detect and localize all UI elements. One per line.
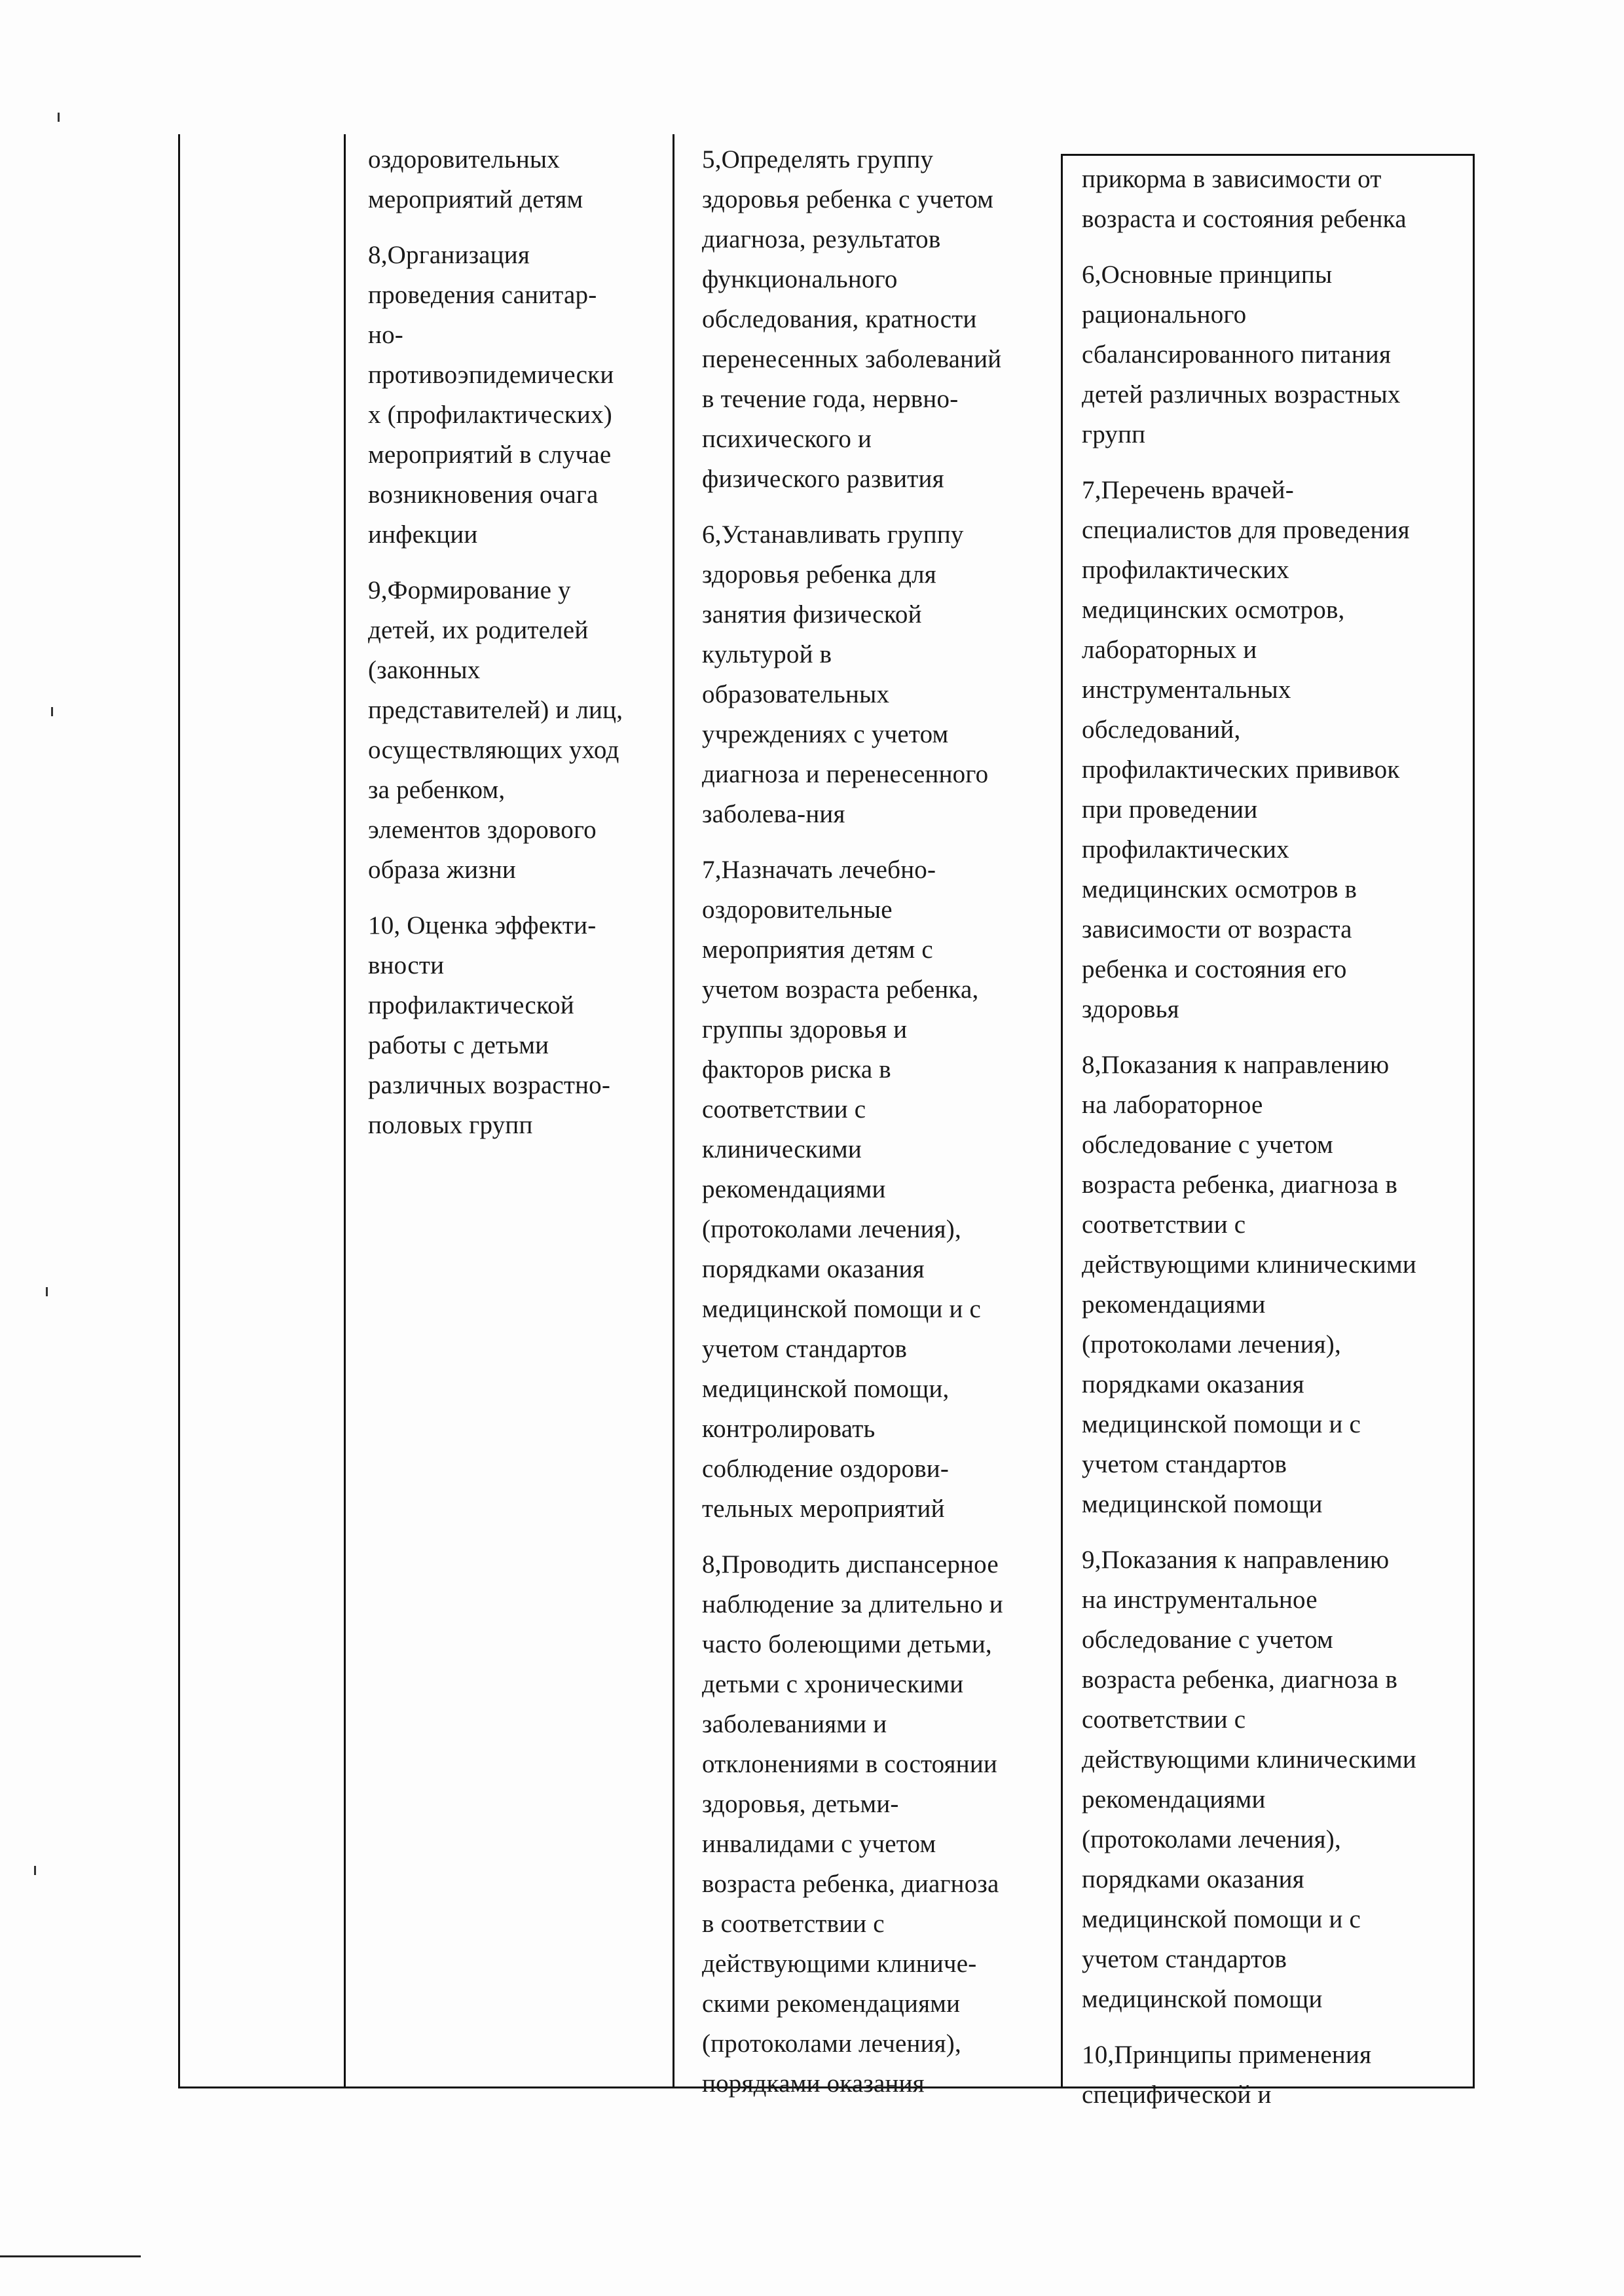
scan-mark xyxy=(51,707,53,716)
column-divider xyxy=(673,134,674,2088)
cell-text: 7,Перечень врачей- специалистов для проведения профилактических медицинских осмотров, лабораторных и инструментальных обследований, профилактических прививок при проведении профилактических медицинских осмотров в зависимости от возраста ребенка и состояния его здоровья xyxy=(1082,476,1410,1023)
column-skills xyxy=(702,139,1059,2119)
cell-text: 10,Принципы применения специфической и xyxy=(1082,2041,1372,2109)
scan-mark xyxy=(34,1866,36,1875)
column-divider xyxy=(344,134,346,2088)
cell-text: 8,Показания к направлению на лабораторное обследование с учетом возраста ребенка, диагноза в соответствии с действующими клиническими рекомендациями (протоколами лечения), порядками оказания медицинской помощи и с учетом стандартов медицинской помощи xyxy=(1082,1051,1416,1518)
cell-text: 8,Проводить диспансерное наблюдение за длительно и часто болеющими детьми, детьми с хроническими заболеваниями и отклонениями в состоянии здоровья, детьми- инвалидами с учетом возраста ребенка, диагноза в соответствии с действующими клиниче- скими рекомендациями (протоколами лечения), порядками оказания xyxy=(702,1550,1003,2098)
scan-mark xyxy=(46,1287,48,1296)
table-border-top xyxy=(1061,154,1475,156)
scan-mark xyxy=(58,113,60,122)
cell-text: 7,Назначать лечебно- оздоровительные мероприятия детям с учетом возраста ребенка, группы здоровья и факторов риска в соответствии с клиническими рекомендациями (протоколами лечения), порядками оказания медицинской помощи и с учетом стандартов медицинской помощи, контролировать соблюдение оздорови- тельных мероприятий xyxy=(702,856,981,1523)
cell-text: 9,Показания к направлению на инструментальное обследование с учетом возраста ребенка, диагноза в соответствии с действующими клиническими рекомендациями (протоколами лечения), порядками оказания медицинской помощи и с учетом стандартов медицинской помощи xyxy=(1082,1546,1416,2013)
column-learning-outcomes xyxy=(368,139,669,1161)
cell-text: оздоровительных мероприятий детям xyxy=(368,145,583,213)
cell-text: 8,Организация проведения санитар- но- противоэпидемически х (профилактических) мероприятий в случае возникновения очага инфекции xyxy=(368,241,614,549)
cell-text: 9,Формирование у детей, их родителей (законных представителей) и лиц, осуществляющих уход за ребенком, элементов здорового образа жизни xyxy=(368,576,623,884)
column-knowledge xyxy=(1082,159,1471,2130)
table-border-right xyxy=(1473,154,1475,2088)
cell-text: 6,Основные принципы рационального сбалансированного питания детей различных возрастных групп xyxy=(1082,261,1401,448)
bottom-rule xyxy=(0,2255,141,2257)
table-border-left xyxy=(178,134,180,2088)
cell-text: 5,Определять группу здоровья ребенка с учетом диагноза, результатов функционального обследования, кратности перенесенных заболеваний в течение года, нервно- психического и физического развития xyxy=(702,145,1002,493)
cell-text: прикорма в зависимости от возраста и состояния ребенка xyxy=(1082,165,1407,233)
cell-text: 6,Устанавливать группу здоровья ребенка для занятия физической культурой в образовательных учреждениях с учетом диагноза и перенесенного заболева-ния xyxy=(702,520,989,828)
cell-text: 10, Оценка эффекти- вности профилактической работы с детьми различных возрастно- половых групп xyxy=(368,911,611,1139)
column-divider xyxy=(1061,154,1063,2088)
competency-table xyxy=(178,134,1475,2109)
